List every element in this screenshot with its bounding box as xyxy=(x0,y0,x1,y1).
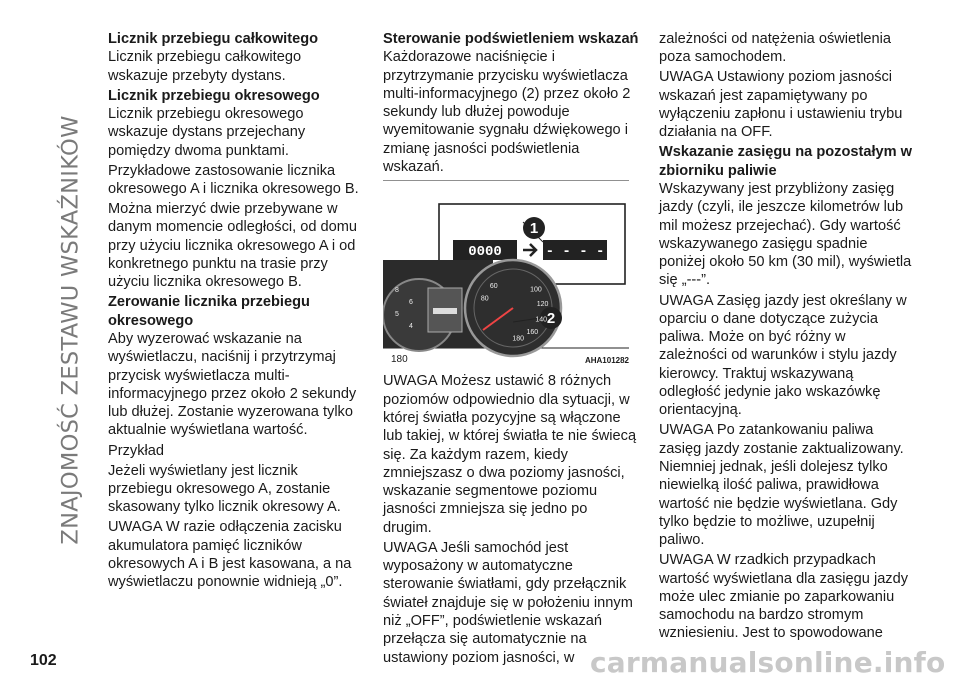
speed-tick-label: 100 xyxy=(530,287,542,295)
tacho-tick-label: 6 xyxy=(409,299,413,307)
column-1 xyxy=(108,30,364,593)
tacho-tick-label: 5 xyxy=(395,311,399,319)
paragraph: Aby wyzerować wskazanie na wyświetlaczu, naciśnij i przytrzymaj przycisk wyświetlacza multi-informacyjnego przez około 2 sekundy lub dłużej. Zostanie wyzerowana tylko aktualnie wyświetlana wartość. xyxy=(108,330,357,439)
section-title: ZNAJOMOŚĆ ZESTAWU WSKAŹNIKÓW xyxy=(58,115,85,545)
svg-text:0000: 0000 xyxy=(468,244,502,261)
speed-tick-label: 140 xyxy=(535,316,548,324)
page-number: 102 xyxy=(30,652,57,669)
section-sidebar xyxy=(56,10,86,650)
figure-number: 180 xyxy=(391,354,408,366)
paragraph: Można mierzyć dwie przebywane w danym momencie odległości, od domu przy użyciu licznika okresowego A i od konkretnego punktu na trasie przy użyciu licznika okresowego B. xyxy=(108,201,358,291)
svg-text:1: 1 xyxy=(529,220,539,238)
heading-trip-meter: Licznik przebiegu okresowego xyxy=(108,87,320,104)
heading-fuel-range: Wskazanie zasięgu na pozostałym w zbiorniku paliwie xyxy=(659,144,913,179)
paragraph: Przykład xyxy=(108,442,164,459)
paragraph: Jeżeli wyświetlany jest licznik przebiegu okresowego A, zostanie skasowany tylko licznik okresowy A. xyxy=(108,462,341,516)
svg-text:2: 2 xyxy=(546,310,556,328)
tacho-tick-label: 8 xyxy=(395,287,399,295)
paragraph: Przykładowe zastosowanie licznika okresowego A i licznika okresowego B. xyxy=(108,162,359,197)
paragraph: UWAGA Ustawiony poziom jasności wskazań jest zapamiętywany po wyłączeniu zapłonu i ustawieniu trybu działania na OFF. xyxy=(659,69,903,141)
tacho-tick-label: 4 xyxy=(409,323,413,331)
paragraph: UWAGA W razie odłączenia zacisku akumulatora pamięć liczników okresowych A i B jest kasowana, a na wyświetlaczu ponownie widnieją „0”. xyxy=(108,519,352,591)
paragraph: UWAGA Zasięg jazdy jest określany w oparciu o dane dotyczące zużycia paliwa. Może on być różny w zależności od warunków i stylu jazdy kierowcy. Traktuj wskazywaną odległość jedynie jako wskazówkę orientacyjną. xyxy=(659,292,907,419)
paragraph: Każdorazowe naciśnięcie i przytrzymanie przycisku wyświetlacza multi-informacyjnego (2) przez około 2 sekundy lub dłużej powoduje wyemitowanie sygnału dźwiękowego i zmianę jasności podświetlenia wskazań. xyxy=(383,49,631,176)
speed-tick-label: 160 xyxy=(526,329,539,337)
heading-trip-reset: Zerowanie licznika przebiegu okresowego xyxy=(108,294,310,329)
heading-brightness-control: Sterowanie podświetleniem wskazań xyxy=(383,31,639,47)
paragraph: UWAGA Po zatankowaniu paliwa zasięg jazdy zostanie zaktualizowany. Niemniej jednak, jeśli dolejesz tylko niewielką ilość paliwa, prawidłowa wartość nie będzie wyświetlana. Gdy tylko będzie to możliwe, uzupełnij paliwo. xyxy=(659,422,904,549)
paragraph: zależności od natężenia oświetlenia poza samochodem. xyxy=(659,31,892,66)
watermark: carmanualsonline.info xyxy=(590,646,946,679)
instrument-cluster-figure xyxy=(383,180,629,368)
figure-code: AHA101282 xyxy=(584,356,629,366)
paragraph: Licznik przebiegu okresowego wskazuje dystans przejechany pomiędzy dwoma punktami. xyxy=(108,105,306,159)
paragraph: UWAGA Jeśli samochód jest wyposażony w automatyczne sterowanie światłami, gdy przełącznik świateł znajduje się w położeniu innym niż „OFF”, podświetlenie wskazań przełącza się automatycznie na ustawiony poziom jasności, w xyxy=(383,539,633,666)
instrument-cluster-illustration xyxy=(383,180,629,368)
paragraph: UWAGA W rzadkich przypadkach wartość wyświetlana dla zasięgu jazdy może ulec zmianie po zaparkowaniu samochodu na bardzo stromym wzniesieniu. Jest to spowodowane xyxy=(659,552,909,642)
column-3 xyxy=(659,30,915,645)
column-2 xyxy=(383,30,639,669)
paragraph: Wskazywany jest przybliżony zasięg jazdy (czyli, ile jeszcze kilometrów lub mil możesz przejechać). Gdy wartość wskazywanego zasięgu spadnie poniżej około 50 km (30 mil), wyświetla się „---”. xyxy=(659,180,912,289)
svg-text:- - - -: - - - - xyxy=(545,244,605,261)
paragraph: UWAGA Możesz ustawić 8 różnych poziomów odpowiednio dla sytuacji, w której światła pozycyjne są włączone lub takiej, w której światła te nie świecą się. Za każdym razem, kiedy zmniejszasz o dwa poziomy jasności, wskazanie segmentowe poziomu jasności zmniejsza się jedno po drugim. xyxy=(383,373,637,536)
speed-tick-label: 180 xyxy=(512,335,525,343)
speed-tick-label: 60 xyxy=(489,283,498,291)
speed-tick-label: 80 xyxy=(480,296,489,304)
speed-tick-label: 120 xyxy=(536,301,549,309)
heading-odometer: Licznik przebiegu całkowitego xyxy=(108,31,319,47)
paragraph: Licznik przebiegu całkowitego wskazuje przebyty dystans. xyxy=(108,49,302,84)
